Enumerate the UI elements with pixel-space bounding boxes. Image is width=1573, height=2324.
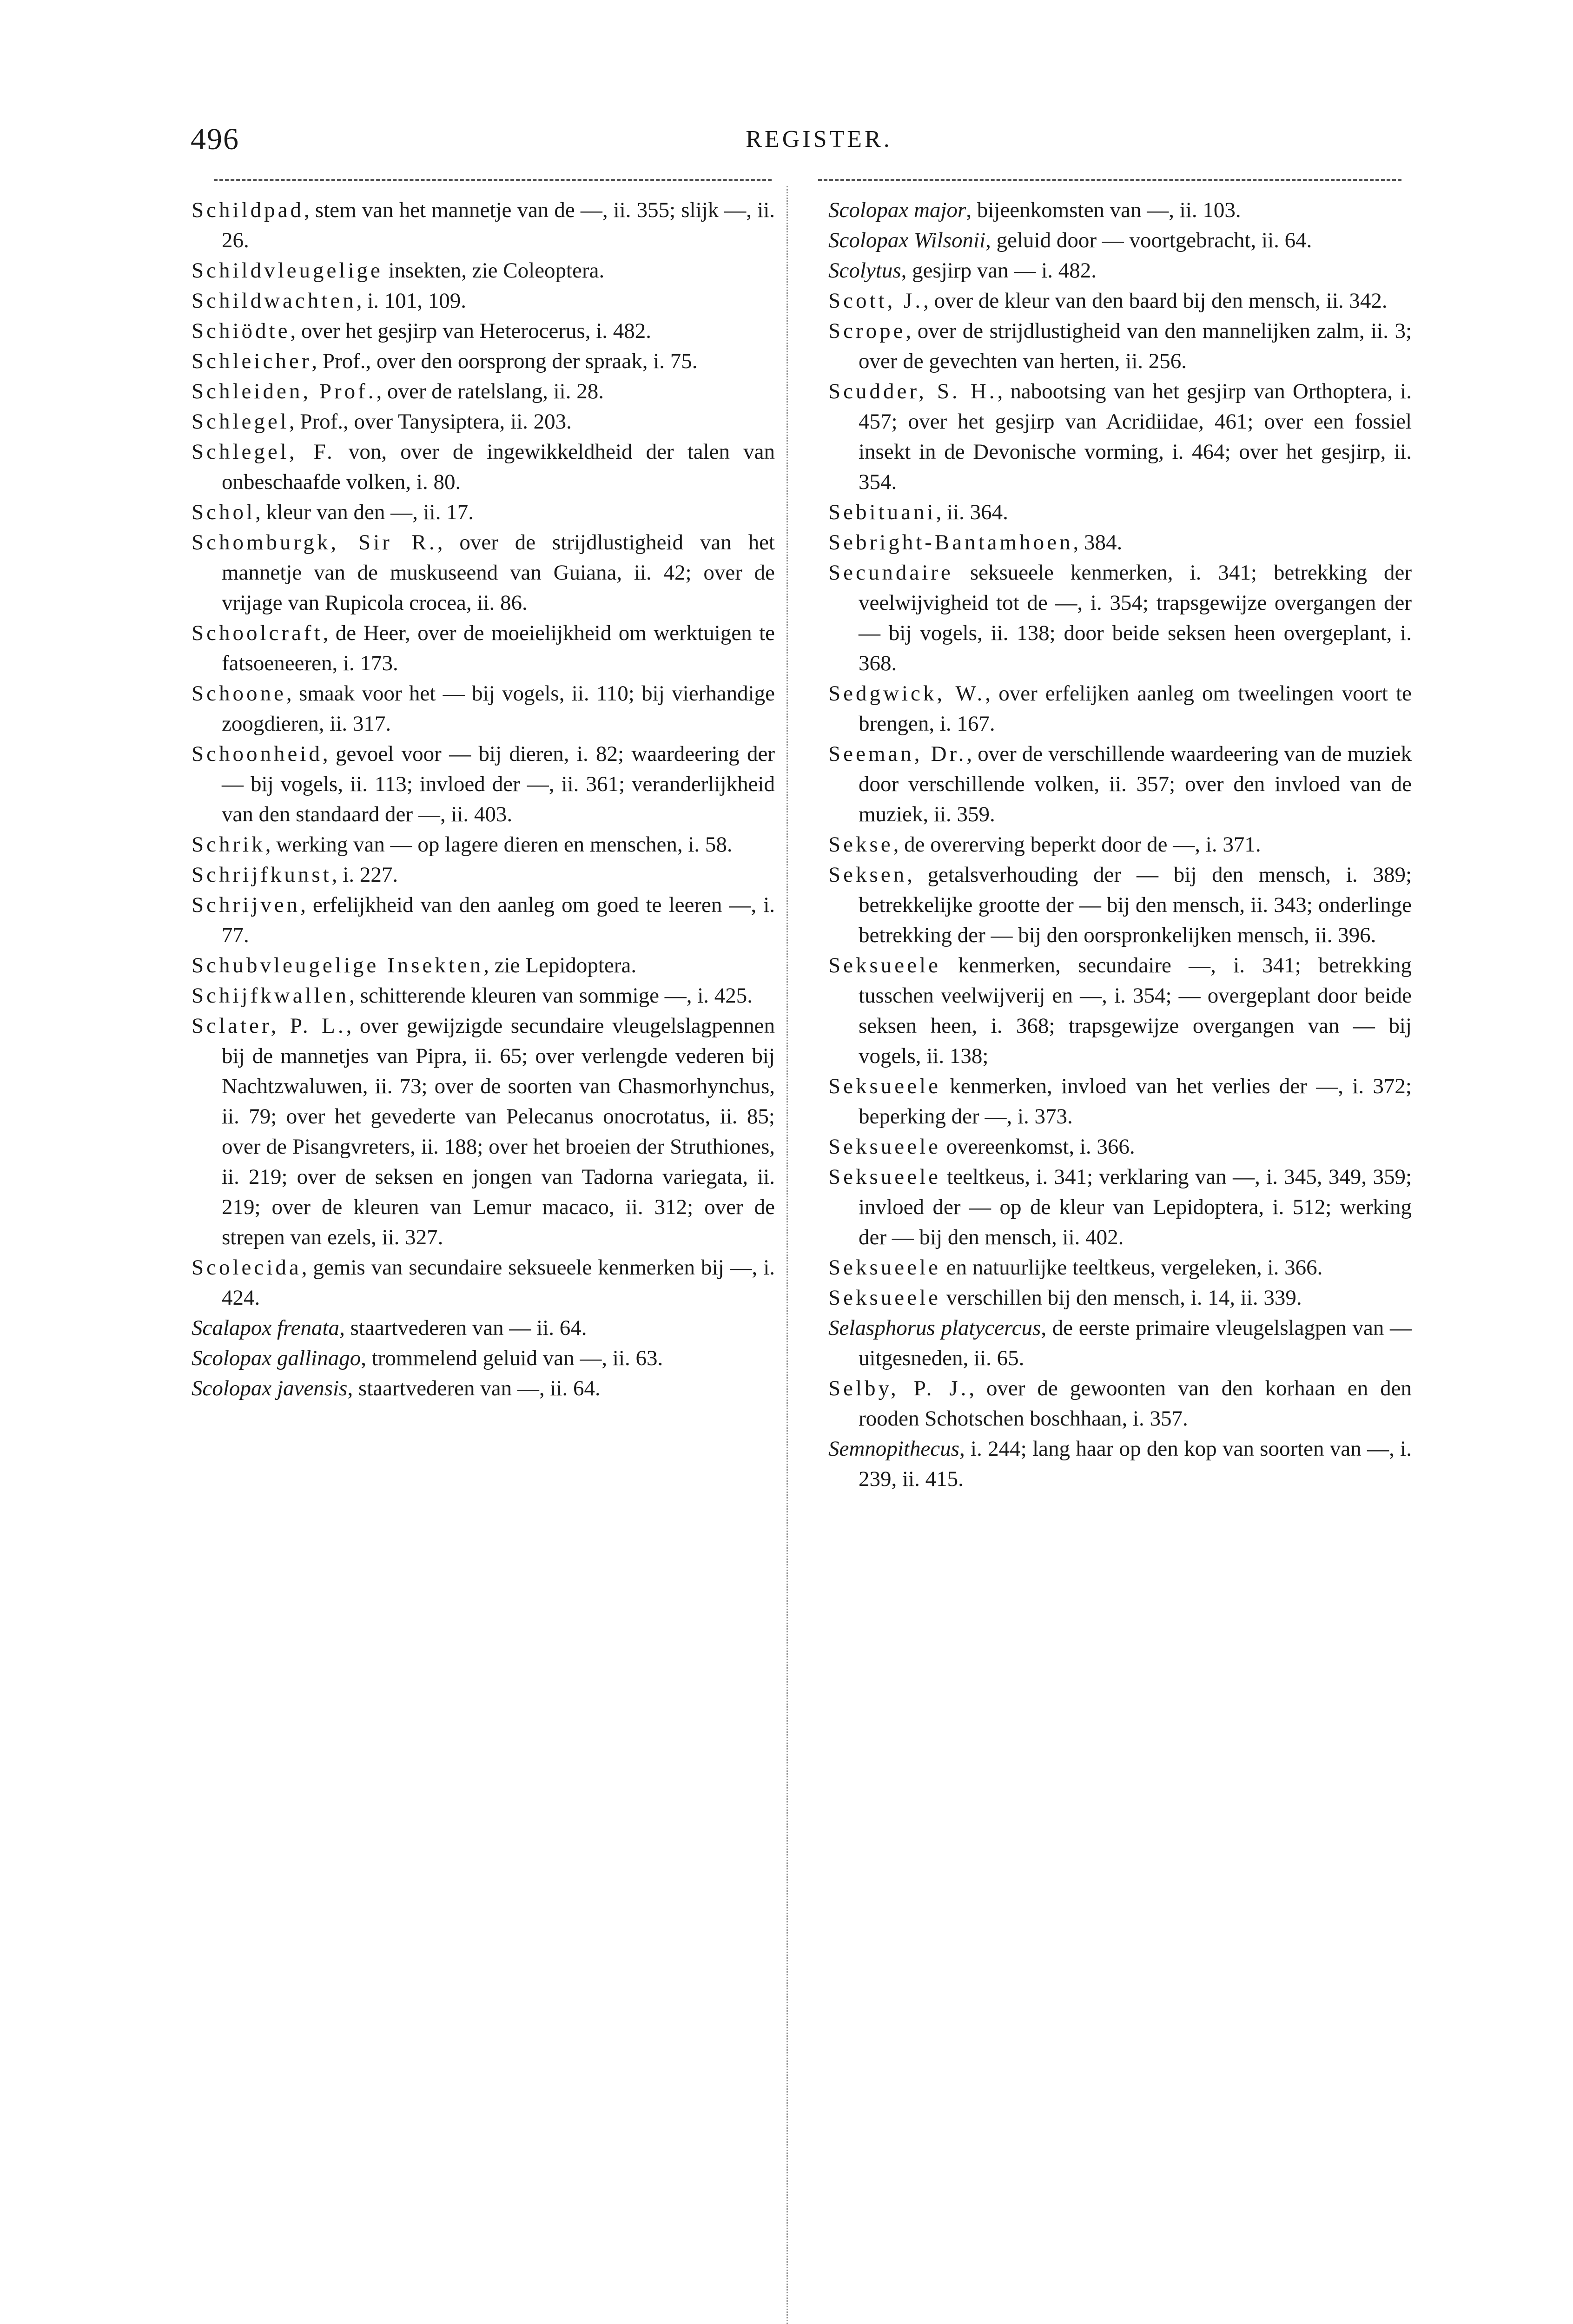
index-entry — [192, 286, 775, 316]
entry-headword: Schomburgk, Sir R. — [192, 530, 437, 555]
entry-headword: Schlegel — [192, 409, 289, 434]
entry-headword: Scolopax gallinago — [192, 1346, 361, 1370]
entry-headword: Scott, J. — [828, 289, 924, 313]
entry-headword: Seksueele — [828, 1286, 941, 1310]
entry-text: , ii. 364. — [936, 500, 1008, 524]
entry-headword: Seksueele — [828, 1165, 941, 1189]
index-entry — [828, 1434, 1412, 1494]
index-entry — [192, 890, 775, 951]
entry-text: kenmerken, invloed van het verlies der —, i. 372; beperking der —, i. 373. — [859, 1074, 1412, 1129]
entry-headword: Sedgwick, W. — [828, 681, 985, 706]
entry-text: , over de kleur van den baard bij den mensch, ii. 342. — [923, 289, 1388, 313]
index-entry — [192, 407, 775, 437]
entry-headword: Scolopax javensis — [192, 1376, 348, 1400]
right-column — [828, 195, 1412, 1494]
entry-headword: Seksueele — [828, 1255, 941, 1280]
entry-text: verschillen bij den mensch, i. 14, ii. 339. — [940, 1286, 1302, 1310]
entry-headword: Schoone — [192, 681, 286, 706]
index-entry — [828, 679, 1412, 739]
entry-headword: Schubvleugelige Insekten — [192, 953, 484, 977]
entry-text: , gesjirp van — i. 482. — [901, 258, 1097, 283]
entry-text: seksueele kenmerken, i. 341; betrekking der veelwijvigheid tot de —, i. 354; trapsgewijze overgangen der — bij vogels, ii. 138; door beide seksen heen overgeplant, i. 368. — [859, 561, 1412, 675]
index-entry — [192, 1011, 775, 1253]
entry-headword: Schildvleugelige — [192, 258, 383, 283]
index-entry — [192, 528, 775, 618]
entry-text: , 384. — [1073, 530, 1123, 555]
entry-headword: Scudder, S. H. — [828, 379, 998, 403]
entry-headword: Selby, P. J. — [828, 1376, 969, 1400]
entry-headword: Schol — [192, 500, 256, 524]
entry-headword: Seksueele — [828, 953, 941, 977]
index-entry — [828, 195, 1412, 225]
entry-text: , stem van het mannetje van de —, ii. 355; slijk —, ii. 26. — [222, 198, 775, 252]
entry-headword: Schildwachten — [192, 289, 357, 313]
entry-text: , de overerving beperkt door de —, i. 371. — [893, 832, 1261, 857]
entry-text: , zie Lepidoptera. — [483, 953, 637, 977]
entry-text: , trommelend geluid van —, ii. 63. — [361, 1346, 663, 1370]
entry-text: , over erfelijken aanleg om tweelingen voort te brengen, i. 167. — [859, 681, 1412, 736]
index-entry — [828, 1162, 1412, 1253]
entry-text: , bijeenkomsten van —, ii. 103. — [966, 198, 1241, 222]
entry-text: , Prof., over Tanysiptera, ii. 203. — [289, 409, 572, 434]
header-rule-left — [214, 179, 772, 181]
entry-text: , de Heer, over de moeielijkheid om werktuigen te fatsoeneeren, i. 173. — [222, 621, 775, 675]
entry-text: von, over de ingewikkeldheid der talen van onbeschaafde volken, i. 80. — [222, 440, 775, 494]
index-entry — [192, 1373, 775, 1404]
index-entry — [828, 558, 1412, 679]
index-entry — [192, 346, 775, 376]
entry-headword: Schoolcraft — [192, 621, 323, 645]
index-entry — [828, 951, 1412, 1071]
entry-text: , de eerste primaire vleugelslagpen van — uitgesneden, ii. 65. — [859, 1316, 1412, 1370]
entry-text: , over de strijdlustigheid van den mannelijken zalm, ii. 3; over de gevechten van herten, ii. 256. — [859, 319, 1412, 373]
entry-text: , over de strijdlustigheid van het mannetje van de muskuseend van Guiana, ii. 42; over de vrijage van Rupicola crocea, ii. 86. — [222, 530, 775, 615]
entry-text: en natuurlijke teeltkeus, vergeleken, i. 366. — [940, 1255, 1323, 1280]
entry-headword: Selasphorus platycercus — [828, 1316, 1041, 1340]
entry-headword: Sebright-Bantamhoen — [828, 530, 1073, 555]
entry-text: kenmerken, secundaire —, i. 341; betrekking tusschen veelwijverij en —, i. 354; — overgeplant door beide seksen heen, i. 368; trapsgewijze overgangen van — bij vogels, ii. 138; — [859, 953, 1412, 1068]
index-entry — [192, 376, 775, 407]
header-rule-right — [818, 179, 1401, 181]
entry-text: , over de verschillende waardeering van de muziek door verschillende volken, ii. 357; over den invloed van de muziek, ii. 359. — [859, 742, 1412, 826]
entry-headword: Schijfkwallen — [192, 984, 350, 1008]
entry-text: , nabootsing van het gesjirp van Orthoptera, i. 457; over het gesjirp van Acridiidae, 461; over een fossiel insekt in de Devonische vorming, i. 464; over het gesjirp, ii. 354. — [859, 379, 1412, 494]
index-entry — [192, 195, 775, 256]
entry-text: , gemis van secundaire seksueele kenmerken bij —, i. 424. — [222, 1255, 775, 1310]
entry-text: , i. 227. — [331, 863, 398, 887]
index-entry — [828, 1373, 1412, 1434]
entry-headword: Schiödte — [192, 319, 291, 343]
left-column — [192, 195, 775, 1404]
entry-headword: Schrik — [192, 832, 265, 857]
index-entry — [828, 1132, 1412, 1162]
entry-headword: Secundaire — [828, 561, 953, 585]
entry-headword: Scrope — [828, 319, 906, 343]
entry-headword: Schrijven — [192, 893, 301, 917]
entry-headword: Schrijfkunst — [192, 863, 332, 887]
entry-headword: Schlegel, F. — [192, 440, 335, 464]
index-entry — [192, 618, 775, 679]
index-entry — [192, 830, 775, 860]
index-entry — [828, 316, 1412, 376]
index-entry — [192, 437, 775, 497]
entry-text: , over de ratelslang, ii. 28. — [376, 379, 604, 403]
entry-text: , i. 244; lang haar op den kop van soorten van —, i. 239, ii. 415. — [859, 1437, 1412, 1491]
index-entry — [192, 679, 775, 739]
index-entry — [192, 497, 775, 528]
index-entry — [828, 286, 1412, 316]
entry-headword: Seeman, Dr. — [828, 742, 967, 766]
entry-text: teeltkeus, i. 341; verklaring van —, i. 345, 349, 359; invloed der — op de kleur van Lepidoptera, i. 512; werking der — bij den mensch, ii. 402. — [859, 1165, 1412, 1249]
entry-headword: Seksueele — [828, 1135, 941, 1159]
index-entry — [828, 1071, 1412, 1132]
entry-headword: Seksueele — [828, 1074, 941, 1098]
entry-headword: Schleiden, Prof. — [192, 379, 377, 403]
entry-text: , schitterende kleuren van sommige —, i. 425. — [349, 984, 753, 1008]
entry-text: , over het gesjirp van Heterocerus, i. 482. — [290, 319, 652, 343]
entry-text: overeenkomst, i. 366. — [940, 1135, 1135, 1159]
entry-text: , staartvederen van — ii. 64. — [339, 1316, 587, 1340]
index-entry — [828, 830, 1412, 860]
index-entry — [828, 528, 1412, 558]
entry-text: , geluid door — voortgebracht, ii. 64. — [985, 228, 1312, 252]
index-entry — [192, 951, 775, 981]
entry-text: , getalsverhouding der — bij den mensch, i. 389; betrekkelijke grootte der — bij den mensch, ii. 343; onderlinge betrekking der — bij den oorspronkelijken mensch, ii. 396. — [859, 863, 1412, 947]
index-entry — [828, 225, 1412, 256]
column-divider — [786, 186, 788, 2324]
index-entry — [192, 1343, 775, 1373]
entry-text: , over gewijzigde secundaire vleugelslagpennen bij de mannetjes van Pipra, ii. 65; over verlengde vederen bij Nachtzwaluwen, ii. 73; over de soorten van Chasmorhynchus, ii. 79; over het gevederte van Pelecanus onocrotatus, ii. 85; over de Pisangvreters, ii. 188; over het broeien der Struthiones, ii. 219; over de seksen en jongen van Tadorna variegata, ii. 219; over de kleuren van Lemur macaco, ii. 312; over de strepen van ezels, ii. 327. — [222, 1014, 775, 1249]
index-entry — [828, 497, 1412, 528]
entry-headword: Schoonheid — [192, 742, 323, 766]
index-entry — [192, 981, 775, 1011]
entry-text: , staartvederen van —, ii. 64. — [347, 1376, 601, 1400]
entry-headword: Schildpad — [192, 198, 304, 222]
entry-headword: Seksen — [828, 863, 907, 887]
page-number: 496 — [191, 122, 239, 156]
index-entry — [828, 1313, 1412, 1373]
index-entry — [192, 316, 775, 346]
index-entry — [828, 860, 1412, 951]
entry-headword: Sclater, P. L. — [192, 1014, 346, 1038]
entry-headword: Scolytus — [828, 258, 901, 283]
entry-text: , werking van — op lagere dieren en menschen, i. 58. — [265, 832, 733, 857]
index-entry — [828, 256, 1412, 286]
entry-text: , i. 101, 109. — [356, 289, 467, 313]
running-head: REGISTER. — [746, 126, 892, 152]
index-entry — [192, 1313, 775, 1343]
entry-headword: Scolopax Wilsonii — [828, 228, 986, 252]
index-entry — [192, 1253, 775, 1313]
index-entry — [828, 376, 1412, 497]
entry-text: , gevoel voor — bij dieren, i. 82; waardeering der — bij vogels, ii. 113; invloed der —, ii. 361; veranderlijkheid van den standaard der —, ii. 403. — [222, 742, 775, 826]
entry-headword: Scolecida — [192, 1255, 302, 1280]
entry-text: , Prof., over den oorsprong der spraak, i. 75. — [311, 349, 698, 373]
index-entry — [192, 256, 775, 286]
entry-text: , kleur van den —, ii. 17. — [255, 500, 474, 524]
entry-headword: Sekse — [828, 832, 893, 857]
entry-headword: Sebituani — [828, 500, 936, 524]
index-entry — [192, 860, 775, 890]
entry-text: , over de gewoonten van den korhaan en den rooden Schotschen boschhaan, i. 357. — [859, 1376, 1412, 1431]
entry-text: , erfelijkheid van den aanleg om goed te leeren —, i. 77. — [222, 893, 775, 947]
entry-headword: Semnopithecus — [828, 1437, 959, 1461]
entry-headword: Schleicher — [192, 349, 312, 373]
entry-headword: Scalapox frenata — [192, 1316, 340, 1340]
index-entry — [192, 739, 775, 830]
index-entry — [828, 1283, 1412, 1313]
entry-text: insekten, zie Coleoptera. — [383, 258, 605, 283]
entry-text: , smaak voor het — bij vogels, ii. 110; bij vierhandige zoogdieren, ii. 317. — [222, 681, 775, 736]
index-entry — [828, 739, 1412, 830]
entry-headword: Scolopax major — [828, 198, 966, 222]
index-entry — [828, 1253, 1412, 1283]
